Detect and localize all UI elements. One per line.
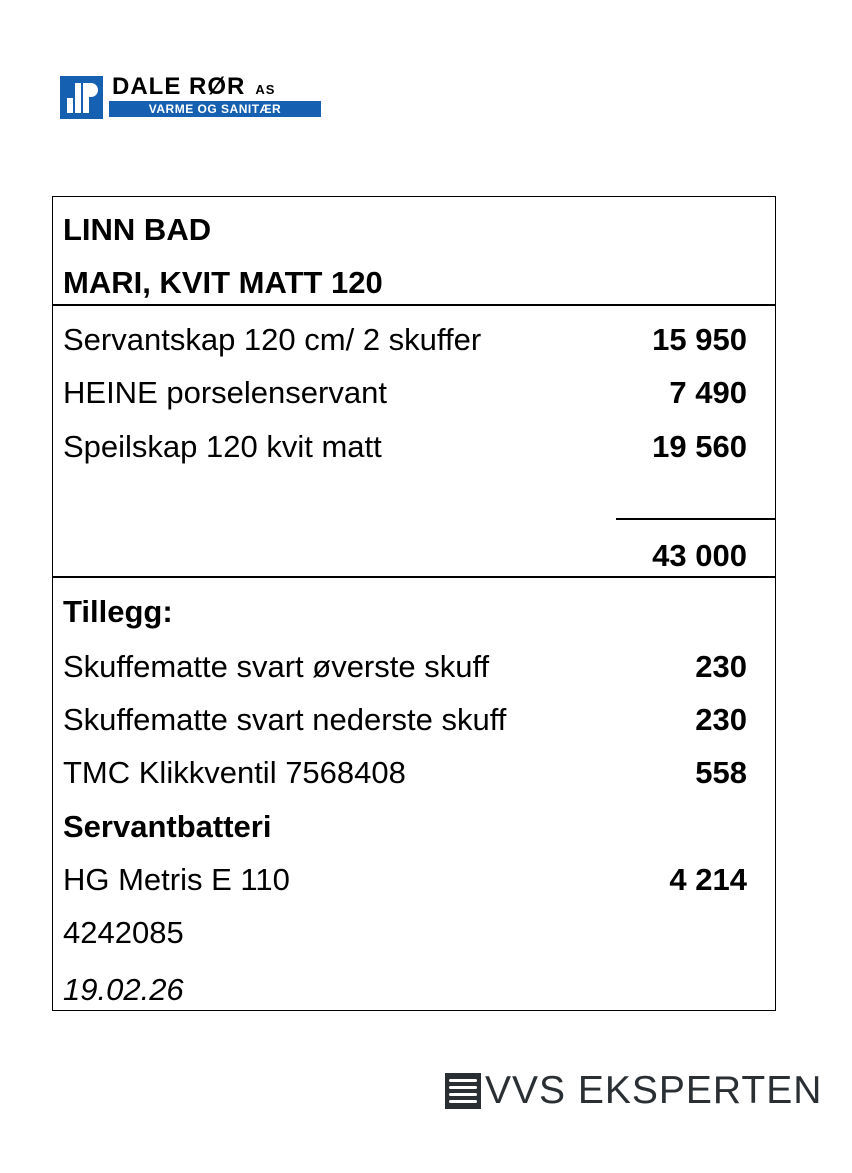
faucet-code: 4242085 — [63, 915, 184, 950]
waves-icon — [445, 1073, 481, 1109]
extra-price: 230 — [695, 649, 747, 684]
extra-price: 230 — [695, 702, 747, 737]
item-price: 15 950 — [652, 322, 747, 357]
faucet-name: HG Metris E 110 — [63, 862, 290, 897]
company-tagline: VARME OG SANITÆR — [109, 101, 321, 117]
extra-name: TMC Klikkventil 7568408 — [63, 755, 406, 790]
extra-price: 558 — [695, 755, 747, 790]
logo-mark-icon — [60, 76, 103, 119]
item-name: Servantskap 120 cm/ 2 skuffer — [63, 322, 482, 357]
item-name: Speilskap 120 kvit matt — [63, 429, 382, 464]
title-line-1: LINN BAD — [63, 212, 212, 247]
divider — [52, 576, 776, 578]
extras-heading: Tillegg: — [63, 594, 173, 629]
item-price: 19 560 — [652, 429, 747, 464]
item-price: 7 490 — [669, 375, 747, 410]
vvs-eksperten-logo — [445, 1069, 823, 1112]
dale-ror-logo — [60, 73, 322, 119]
divider — [52, 304, 776, 306]
item-name: HEINE porselenservant — [63, 375, 387, 410]
extra-name: Skuffematte svart nederste skuff — [63, 702, 507, 737]
faucet-heading: Servantbatteri — [63, 809, 272, 844]
total-price: 43 000 — [652, 538, 747, 573]
footer-brand: VVS EKSPERTEN — [485, 1069, 823, 1112]
faucet-price: 4 214 — [669, 862, 747, 897]
company-name: DALE RØR AS — [112, 73, 276, 100]
sum-line — [616, 518, 776, 520]
date: 19.02.26 — [63, 972, 184, 1007]
title-line-2: MARI, KVIT MATT 120 — [63, 265, 383, 300]
extra-name: Skuffematte svart øverste skuff — [63, 649, 490, 684]
